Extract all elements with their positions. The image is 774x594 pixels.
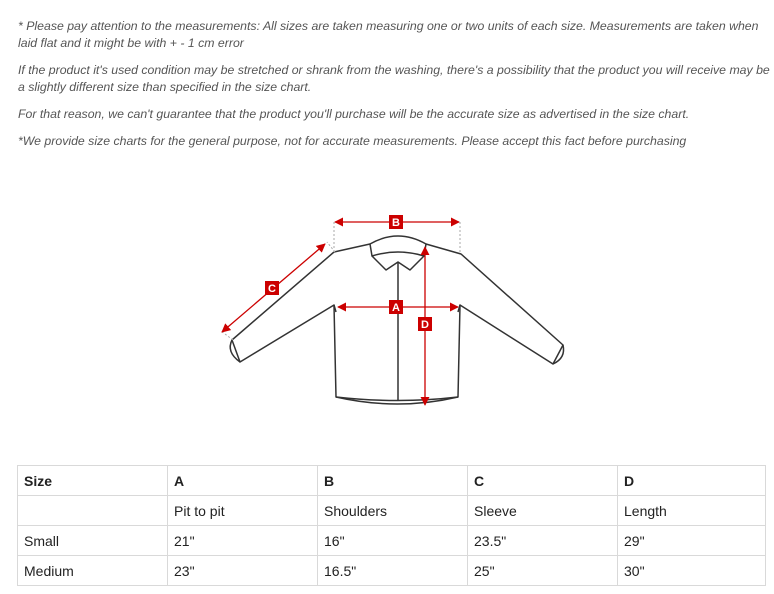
cell-c: 23.5" — [468, 526, 618, 556]
subheader-sleeve: Sleeve — [468, 496, 618, 526]
label-c: C — [268, 283, 276, 295]
cell-a: 23" — [168, 556, 318, 586]
note-no-guarantee: For that reason, we can't guarantee that the product you'll purchase will be the accurate size as advertised in the size chart. — [18, 107, 690, 121]
header-c: C — [468, 466, 618, 496]
subheader-pit-to-pit: Pit to pit — [168, 496, 318, 526]
size-chart-table — [17, 465, 766, 586]
cell-size: Medium — [18, 556, 168, 586]
header-d: D — [618, 466, 766, 496]
cell-d: 29" — [618, 526, 766, 556]
subheader-size — [18, 496, 168, 526]
label-d: D — [421, 319, 429, 331]
cell-b: 16" — [318, 526, 468, 556]
table-header-row — [18, 466, 766, 496]
table-row — [18, 526, 766, 556]
cell-d: 30" — [618, 556, 766, 586]
subheader-shoulders: Shoulders — [318, 496, 468, 526]
table-row — [18, 556, 766, 586]
shirt-outline — [230, 236, 563, 404]
note-measurements: * Please pay attention to the measurements: All sizes are taken measuring one or two units of each size. Measurements are taken when laid flat and it might be with + - 1 cm error — [18, 19, 759, 50]
header-b: B — [318, 466, 468, 496]
cell-a: 21" — [168, 526, 318, 556]
subheader-length: Length — [618, 496, 766, 526]
cell-size: Small — [18, 526, 168, 556]
note-used-condition: If the product it's used condition may be stretched or shrank from the washing, there's a possibility that the product you will receive may be a slightly different size than specified in the size chart. — [18, 63, 770, 94]
label-a: A — [392, 302, 400, 314]
cell-c: 25" — [468, 556, 618, 586]
header-size: Size — [18, 466, 168, 496]
header-a: A — [168, 466, 318, 496]
table-subheader-row — [18, 496, 766, 526]
label-b: B — [392, 217, 400, 229]
cell-b: 16.5" — [318, 556, 468, 586]
note-general-purpose: *We provide size charts for the general purpose, not for accurate measurements. Please accept this fact before purchasing — [18, 134, 687, 148]
